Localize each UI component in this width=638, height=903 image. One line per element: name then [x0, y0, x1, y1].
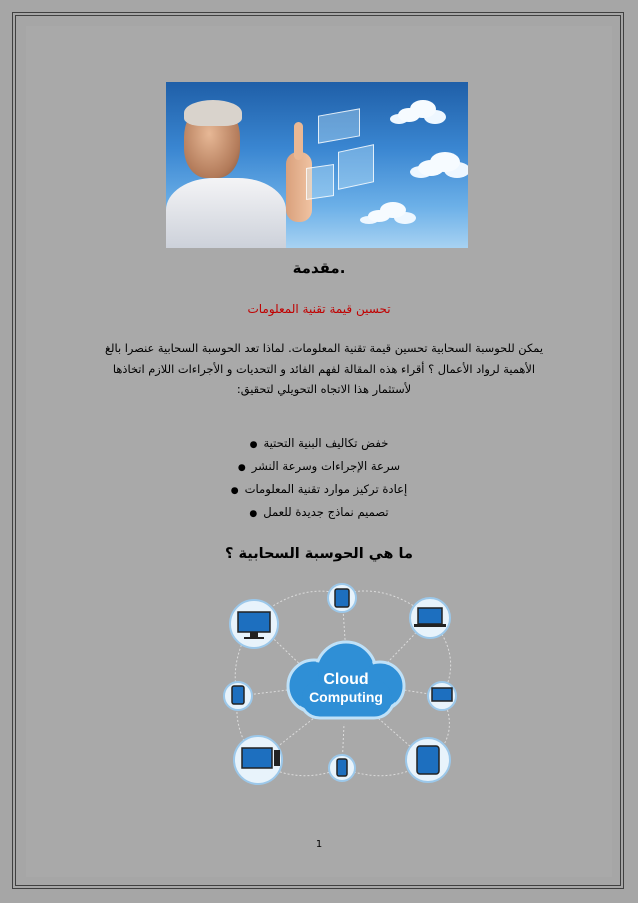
paragraph-line: الأهمية لرواد الأعمال ؟ أقراء هذه المقالة لفهم الفائد و التحديات و الأجراءات اللازم اتخاذها	[112, 361, 536, 376]
bullet-icon: ●	[249, 440, 258, 450]
page-heading: مقدمة.	[292, 259, 346, 277]
cloud-icon	[398, 108, 420, 122]
phone-device	[224, 682, 252, 710]
virtual-panel	[338, 144, 374, 190]
bullet-icon: ●	[249, 509, 258, 519]
intro-paragraph	[86, 338, 562, 400]
bullet-icon: ●	[230, 486, 239, 496]
list-item	[0, 505, 638, 528]
section-title: ما هي الحوسبة السحابية ؟	[225, 546, 413, 562]
cloud-icon	[418, 160, 444, 176]
list-item-text: خفض تكاليف البنية التحتية	[263, 436, 389, 450]
virtual-panel	[306, 164, 334, 200]
tablet-device	[406, 738, 450, 782]
workstation-device	[234, 736, 282, 784]
cloud-label: Computing	[309, 689, 383, 705]
page-subheading: تحسين قيمة تقنية المعلومات	[247, 302, 391, 316]
list-item-text: تصميم نماذج جديدة للعمل	[263, 505, 389, 519]
bullet-icon: ●	[237, 463, 246, 473]
page-number: 1	[315, 839, 323, 850]
list-item-text: إعادة تركيز موارد تقنية المعلومات	[244, 482, 408, 496]
monitor-device	[428, 682, 456, 710]
pointing-finger	[294, 122, 303, 160]
laptop-device	[410, 598, 450, 638]
list-item	[0, 482, 638, 505]
desktop-device	[230, 600, 278, 648]
benefits-list	[0, 436, 638, 528]
paragraph-line: لأستثمار هذا الاتجاه التحويلي لتحقيق:	[236, 382, 412, 396]
cloud-label: Cloud	[323, 671, 369, 688]
smartphone-device	[329, 755, 355, 781]
list-item	[0, 459, 638, 482]
man-hair	[184, 100, 242, 126]
virtual-panel	[318, 108, 360, 143]
man-shirt	[166, 178, 286, 248]
paragraph-line: يمكن للحوسبة السحابية تحسين قيمة تقنية المعلومات. لماذا تعد الحوسبة السحابية عنصرا بالغ	[104, 341, 544, 355]
tablet-device	[328, 584, 356, 612]
hero-image	[166, 82, 468, 248]
list-item-text: سرعة الإجراءات وسرعة النشر	[251, 459, 401, 473]
cloud-computing-diagram	[218, 572, 474, 786]
cloud-icon	[368, 210, 390, 222]
list-item	[0, 436, 638, 459]
